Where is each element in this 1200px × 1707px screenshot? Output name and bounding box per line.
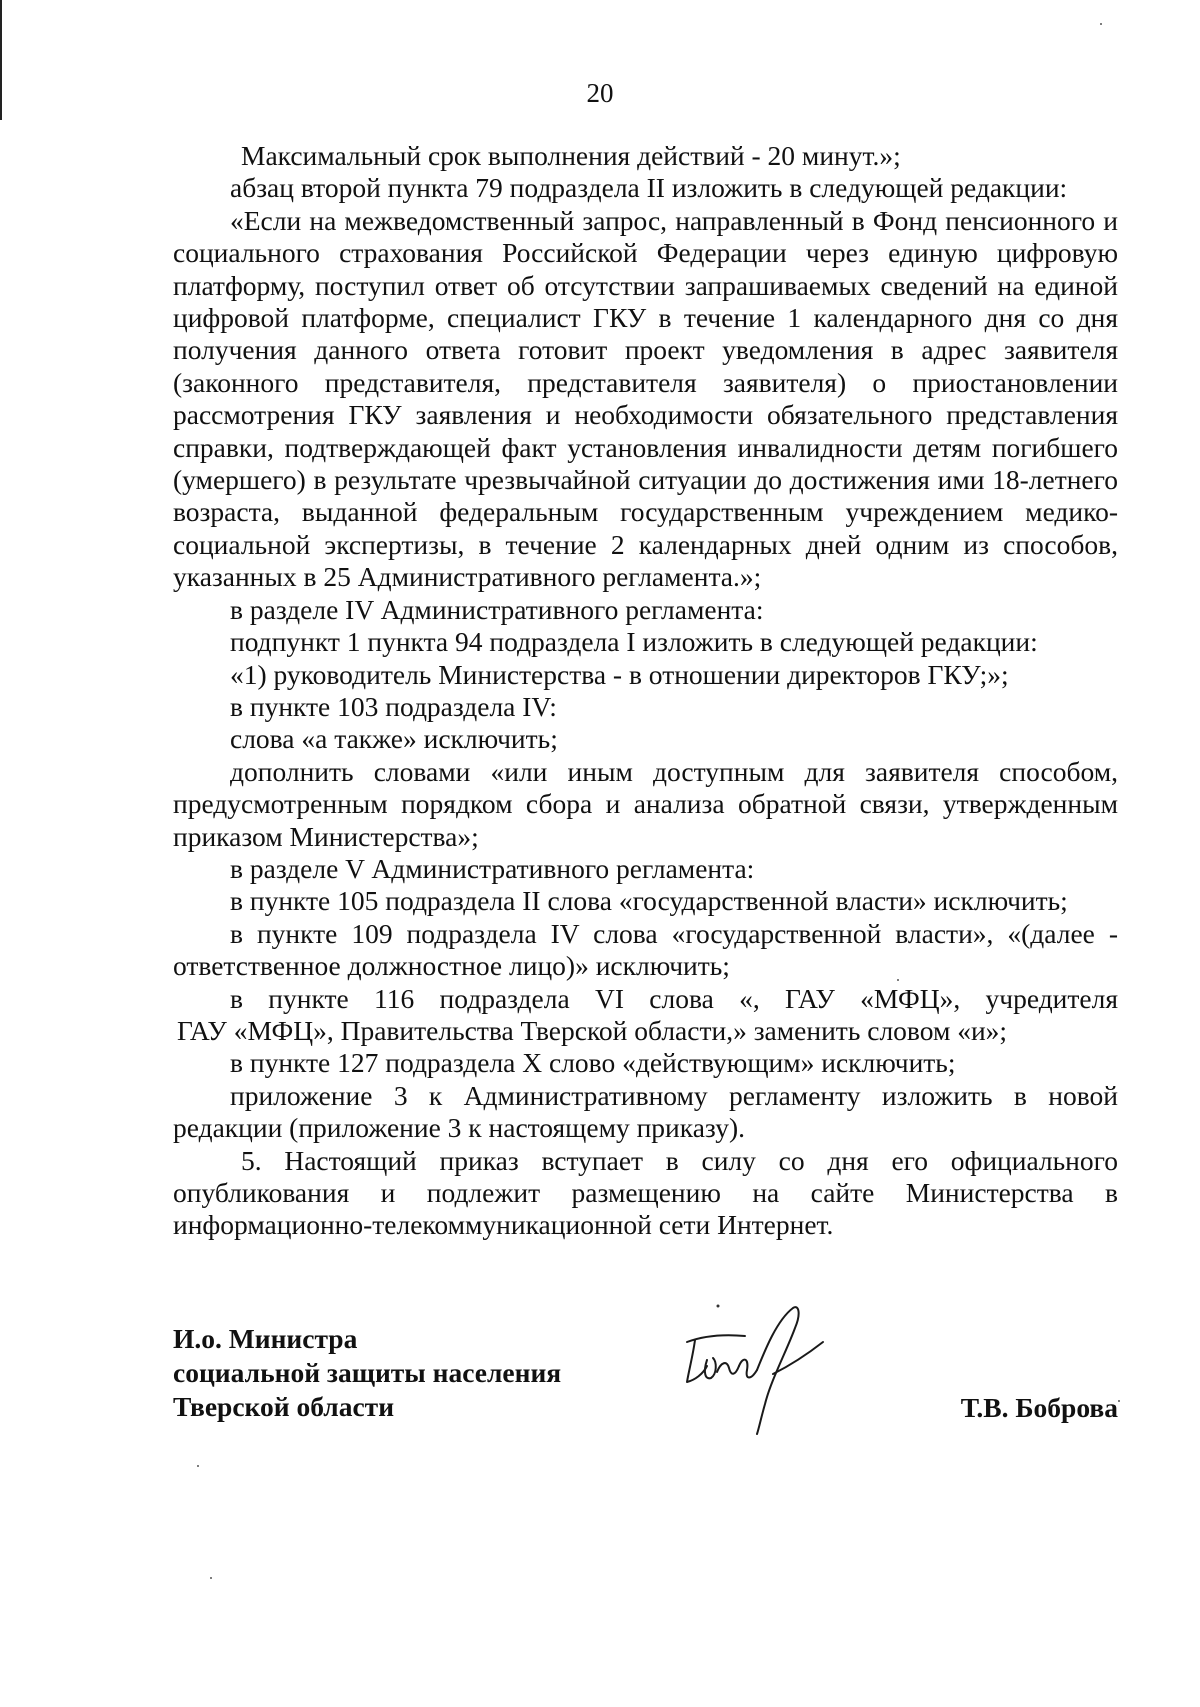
- paragraph: ГАУ «МФЦ», Правительства Тверской области,» заменить словом «и»;: [177, 1014, 1008, 1046]
- paragraph: 5. Настоящий приказ вступает в силу со дня его официального опубликования и подлежит размещению на сайте Министерства в информационно-телекоммуникационной сети Интернет.: [173, 1144, 1118, 1241]
- document-body: [173, 140, 1118, 1242]
- paragraph: подпункт 1 пункта 94 подраздела I изложить в следующей редакции:: [230, 626, 1038, 658]
- paragraph: в разделе IV Административного регламента:: [230, 593, 764, 625]
- scan-speck: [210, 1577, 212, 1579]
- signatory-position-line: социальной защиты населения: [173, 1357, 562, 1388]
- page-number: 20: [586, 78, 614, 108]
- scan-speck: [197, 1465, 199, 1467]
- signatory-position-line: И.о. Министра: [173, 1323, 358, 1354]
- paragraph: «1) руководитель Министерства - в отношении директоров ГКУ;»;: [230, 658, 1009, 690]
- paragraph: приложение 3 к Административному регламенту изложить в новой редакции (приложение 3 к настоящему приказу).: [173, 1079, 1118, 1144]
- scan-speck: [1118, 1400, 1120, 1402]
- paragraph: в пункте 109 подраздела IV слова «государственной власти», «(далее - ответственное должностное лицо)» исключить;: [173, 917, 1118, 982]
- paragraph: абзац второй пункта 79 подраздела II изложить в следующей редакции:: [230, 172, 1068, 204]
- paragraph: в пункте 103 подраздела IV:: [230, 690, 557, 722]
- handwritten-signature: [673, 1300, 843, 1440]
- scan-speck: [897, 979, 899, 981]
- paragraph: слова «а также» исключить;: [230, 723, 558, 755]
- paragraph: в пункте 127 подраздела X слово «действующим» исключить;: [230, 1047, 956, 1079]
- signer-name: Т.В. Боброва: [960, 1392, 1118, 1423]
- paragraph: в пункте 105 подраздела II слова «государственной власти» исключить;: [230, 885, 1068, 917]
- signature-block: [173, 1322, 1118, 1452]
- paragraph: в пункте 116 подраздела VI слова «, ГАУ «МФЦ», учредителя: [230, 982, 1118, 1014]
- paragraph: Максимальный срок выполнения действий - 20 минут.»;: [241, 140, 901, 171]
- signatory-position: [173, 1322, 561, 1424]
- scan-speck: [1100, 23, 1102, 25]
- paragraph: дополнить словами «или иным доступным для заявителя способом, предусмотренным порядком сбора и анализа обратной связи, утвержденным приказом Министерства»;: [173, 755, 1118, 852]
- paragraph: «Если на межведомственный запрос, направленный в Фонд пенсионного и социального страхования Российской Федерации через единую цифровую платформу, поступил ответ об отсутствии запрашиваемых сведений на единой цифровой платформе, специалист ГКУ в течение 1 календарного дня со дня получения данного ответа готовит проект уведомления в адрес заявителя (законного представителя, представителя заявителя) о приостановлении рассмотрения ГКУ заявления и необходимости обязательного представления справки, подтверждающей факт установления инвалидности детям погибшего (умершего) в результате чрезвычайной ситуации до достижения ими 18-летнего возраста, выданной федеральным государственным учреждением медико-социальной экспертизы, в течение 2 календарных дней одним из способов, указанных в 25 Административного регламента.»;: [173, 204, 1118, 593]
- signatory-position-line: Тверской области: [173, 1391, 395, 1422]
- paragraph: в разделе V Административного регламента:: [230, 852, 755, 884]
